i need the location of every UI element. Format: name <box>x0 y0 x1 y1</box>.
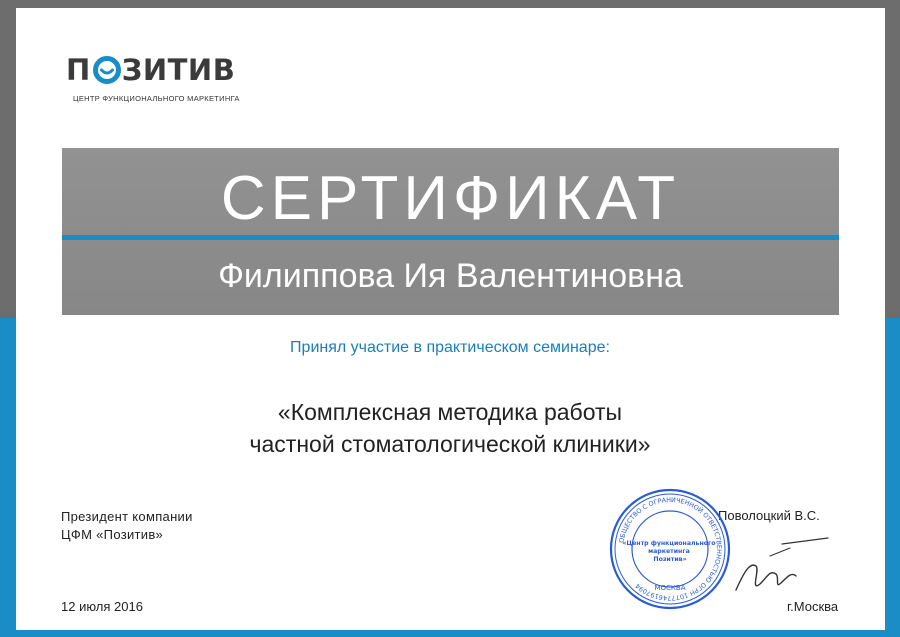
smile-icon <box>93 56 121 84</box>
course-title-line-1: «Комплексная методика работы <box>277 399 623 425</box>
president-title <box>61 508 193 544</box>
logo-tagline: ЦЕНТР ФУНКЦИОНАЛЬНОГО МАРКЕТИНГА <box>73 94 240 103</box>
title-banner <box>62 148 839 315</box>
issue-date: 12 июля 2016 <box>61 599 143 614</box>
course-title <box>0 396 900 460</box>
logo-wordmark <box>66 52 235 88</box>
logo-first-letter: П <box>66 53 91 87</box>
signer-name: Поволоцкий В.С. <box>718 508 820 523</box>
handwritten-signature <box>730 532 830 602</box>
president-line-2: ЦФМ «Позитив» <box>61 527 164 542</box>
president-line-1: Президент компании <box>61 509 193 524</box>
recipient-name: Филиппова Ия Валентиновна <box>218 257 683 295</box>
course-title-line-2: частной стоматологической клиники» <box>249 431 651 457</box>
banner-divider <box>62 235 839 240</box>
certificate-title: СЕРТИФИКАТ <box>220 164 681 233</box>
logo-rest-letters: ЗИТИВ <box>121 53 236 87</box>
participation-statement: Принял участие в практическом семинаре: <box>290 339 610 356</box>
positive-logo <box>66 52 240 108</box>
issue-city: г.Москва <box>787 599 839 614</box>
stamp-center-text: «Центр функционального маркетинга Позитив» <box>622 540 716 563</box>
company-stamp <box>608 487 732 611</box>
stamp-city-text: МОСКВА <box>654 584 686 592</box>
stamp-ring-text: ОБЩЕСТВО С ОГРАНИЧЕННОЙ ОТВЕТСТВЕННОСТЬЮ ОГРН 1077746197094 <box>617 495 724 603</box>
